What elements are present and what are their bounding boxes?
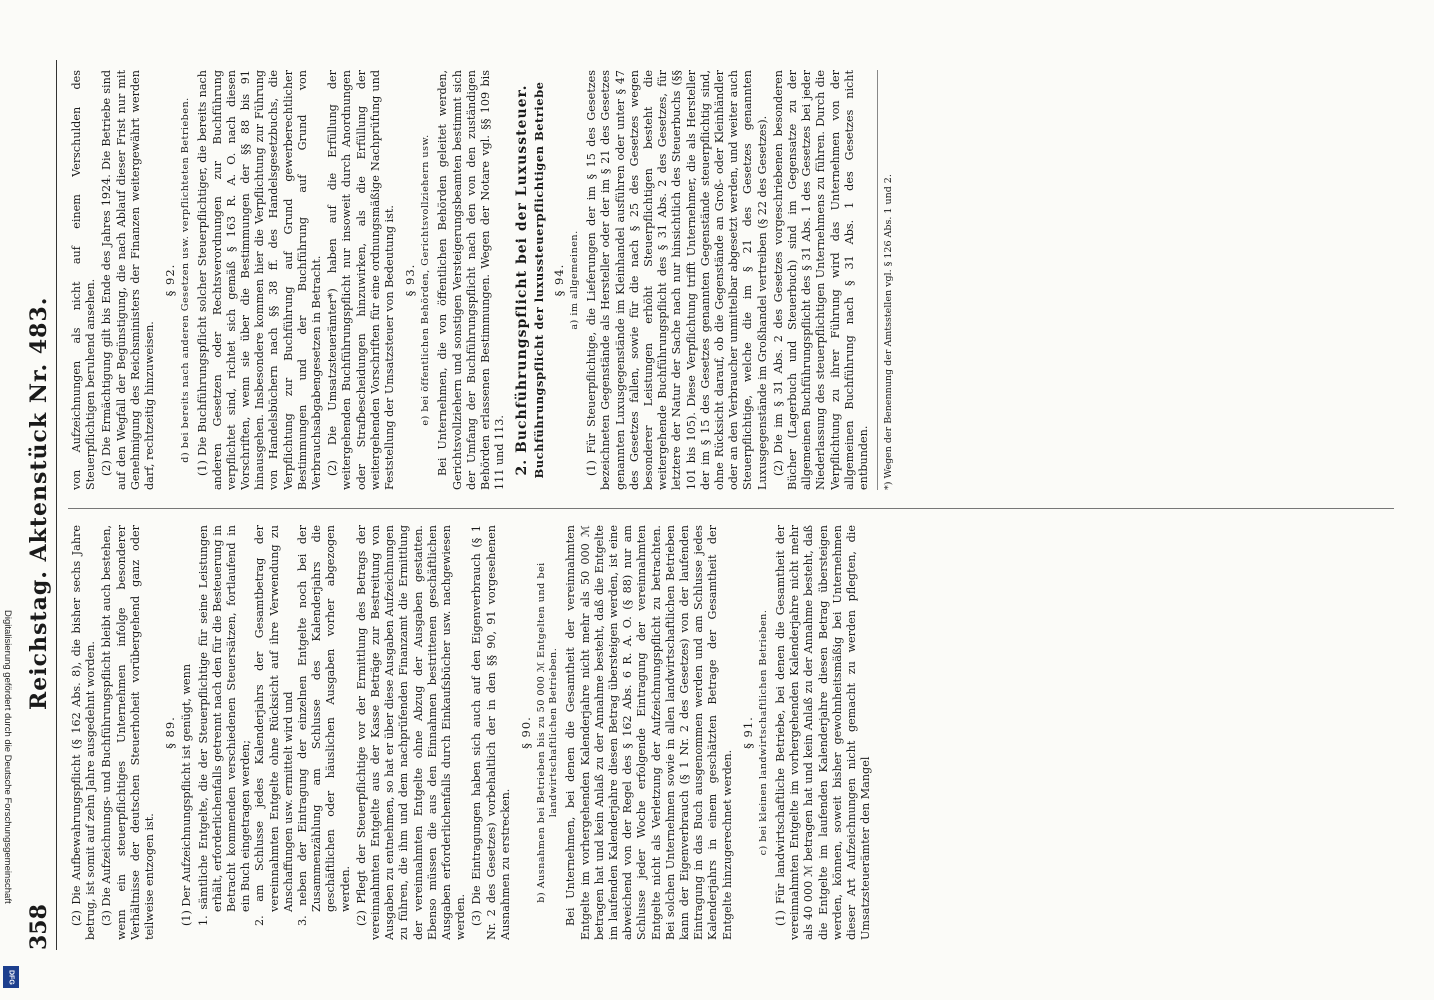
section-subtitle: d) bei bereits nach anderen Gesetzen usw. verpflichteten Betrieben. (180, 97, 192, 463)
section-title: § 89. (163, 716, 178, 749)
numbered-list (197, 525, 353, 926)
digitization-credit-bar (0, 0, 22, 1000)
paragraph: Bei Unternehmen, bei denen die Gesamtheit der vereinnahmten Entgelte im vorhergehenden Kalenderjahre nicht mehr als 50 000 ℳ betragen hat und kein Anlaß zu der Annahme besteht, daß die Entgelte im laufenden Kalenderjahre diesen Betrag übersteigen werden, ist eine abweichend von der Regel des § 162 Abs. 6 R. A. O. (§ 88) nur am Schlusse jeder Woche erfolgende Eintragung der vereinnahmten Entgelte nicht als Verletzung der Aufzeichnungspflicht zu betrachten. Bei solchen Unternehmen sowie in allen landwirtschaftlichen Betrieben kann der Eigenverbrauch (§ 1 Nr. 2 des Gesetzes) von der laufenden Eintragung in das Buch ausgenommen werden und am Schlusse jedes Kalenderjahrs in einem geschätzten Betrage der Gesamtheit der Entgelte hinzugerechnet werden. (564, 525, 734, 940)
section-subtitle: a) im allgemeinen. (569, 230, 581, 330)
page-header (26, 60, 57, 950)
paragraph: (1) Für landwirtschaftliche Betriebe, bei denen die Gesamtheit der vereinnahmten Entgelte im vorhergehenden Kalenderjahre nicht mehr als 40 000 ℳ betragen hat und kein Anlaß zu der Annahme besteht, daß die Entgelte im laufenden Kalenderjahre diesen Betrag übersteigen werden, können, soweit bisher gewohnheitsmäßig bei Unternehmen dieser Art Aufzeichnungen nicht gemacht zu werden pflegten, die Umsatzsteuerämter den Mangel (773, 525, 873, 940)
paragraph: (3) Die Eintragungen haben sich auch auf den Eigenverbrauch (§ 1 Nr. 2 des Gesetzes) vorbehaltlich der in den §§ 90, 91 vorgesehenen Ausnahmen zu erstrecken. (470, 525, 512, 940)
section-title: § 90. (519, 716, 534, 749)
paragraph: (2) Pflegt der Steuerpflichtige vor der Ermittlung des Betrags der vereinnahmten Entgelte aus der Kasse Beträge zur Bestreitung von Ausgaben zu entnehmen, so hat er über diese Ausgaben Aufzeichnungen zu führen, die ihm und dem nachprüfenden Finanzamt die Ermittlung der vereinnahmten Entgelte ohne Abzug der Ausgaben gestatten. Ebenso müssen die aus den Einnahmen bestrittenen geschäftlichen Ausgaben erforderlichenfalls durch Einkaufsbücher usw. nachgewiesen werden. (354, 525, 468, 940)
section-subtitle: b) Ausnahmen bei Betrieben bis zu 50 000 ℳ Entgelten und bei landwirtschaftlichen Betrieben. (536, 562, 560, 903)
chapter-subheading: Buchführungspflicht der luxussteuerpflichtigen Betriebe (531, 81, 546, 479)
paragraph: (2) Die Umsatzsteuerämter*) haben auf die Erfüllung der weitergehenden Buchführungspflicht nur insoweit durch Anordnungen oder Strafbescheidungen hinzuwirken, als die Erfüllung der weitergehenden Vorschriften für eine ordnungsmäßige Nachprüfung und Feststellung der Umsatzsteuer von Bedeutung ist. (326, 70, 397, 490)
running-title: Reichstag. Aktenstück Nr. 483. (26, 296, 52, 710)
section-title: § 91. (740, 716, 755, 749)
list-item: 3. neben der Eintragung der einzelnen Entgelte noch bei der Zusammenzählung am Schlusse des Kalenderjahrs die geschäftlichen oder häuslichen Ausgaben vorher abgezogen werden. (296, 525, 352, 926)
paragraph: Bei Unternehmen, die von öffentlichen Behörden geleitet werden, Gerichtsvollziehern und sonstigen Versteigerungsbeamten bestimmt sich der Umfang der Buchführungspflicht nach den von den zuständigen Behörden erlassenen Bestimmungen. Wegen der Notare vgl. §§ 109 bis 111 und 113. (436, 70, 507, 490)
page-number: 358 (26, 904, 52, 950)
list-item: 1. sämtliche Entgelte, die der Steuerpflichtige für seine Leistungen erhält, erforderlichenfalls getrennt nach den für die Besteuerung in Betracht kommenden verschiedenen Steuersätzen, fortlaufend in ein Buch eingetragen werden; (196, 525, 253, 926)
paragraph: von Aufzeichnungen als nicht auf einem Verschulden des Steuerpflichtigen beruhend ansehen. (70, 70, 98, 490)
section-title: § 93. (403, 263, 418, 297)
paragraph: (3) Die Aufzeichnungs- und Buchführungspflicht bleibt auch bestehen, wenn ein steuerpflichtiges Unternehmen infolge besonderer Verhältnisse der deutschen Steuerhoheit vorübergehend ganz oder teilweise entzogen ist. (100, 525, 157, 940)
section-subtitle: c) bei kleinen landwirtschaftlichen Betrieben. (757, 609, 769, 856)
paragraph: (2) Die Ermächtigung gilt bis Ende des Jahres 1924. Die Betriebe sind auf den Wegfall der Begünstigung, die nach Ablauf dieser Frist nur mit Genehmigung des Reichsministers der Finanzen weitergewährt werden darf, rechtzeitig hinzuweisen. (100, 70, 157, 490)
digitization-credit: Digitalisierung gefördert durch die Deutsche Forschungsgemeinschaft (2, 610, 13, 904)
list-item: 2. am Schlusse jedes Kalenderjahrs der Gesamtbetrag der vereinnahmten Entgelte ohne Rücksicht auf ihre Verwendung zu Anschaffungen usw. ermittelt wird und (253, 525, 295, 926)
paragraph: (2) Die Aufbewahrungspflicht (§ 162 Abs. 8), die bisher sechs Jahre betrug, ist somit auf zehn Jahre ausgedehnt worden. (70, 525, 98, 940)
footnote: *) Wegen der Benennung der Amtsstellen vgl. § 126 Abs. 1 und 2. (877, 70, 896, 490)
right-column (70, 70, 1394, 490)
paragraph: (1) Der Aufzeichnungspflicht ist genügt, wenn (180, 663, 194, 926)
left-column (70, 525, 1394, 940)
section-title: § 92. (163, 263, 178, 297)
section-subtitle: e) bei öffentlichen Behörden, Gerichtsvollziehern usw. (420, 134, 432, 426)
column-divider (68, 508, 1394, 509)
paragraph: (1) Für Steuerpflichtige, die Lieferungen der im § 15 des Gesetzes bezeichneten Gegenstände als Hersteller oder der im § 21 des Gesetzes genannten Luxusgegenstände im Kleinhandel ausführen oder unter § 47 des Gesetzes fallen, sowie für die nach § 25 des Gesetzes wegen besonderer Leistungen erhöht Steuerpflichtigen besteht die weitergehende Buchführungspflicht des § 31 Abs. 2 des Gesetzes, für letztere der Natur der Sache nach nur hinsichtlich des Steuerbuchs (§§ 101 bis 105). Diese Verpflichtung trifft Unternehmer, die als Hersteller der im § 15 des Gesetzes genannten Gegenstände steuerpflichtig sind, ohne Rücksicht darauf, ob die Gegenstände an Groß- oder Kleinhändler oder an den Verbraucher unmittelbar abgesetzt werden, und weiter auch Steuerpflichtige, welche die im § 21 des Gesetzes genannten Luxusgegenstände im Großhandel vertreiben (§ 22 des Gesetzes). (585, 70, 769, 490)
paragraph: (1) Die Buchführungspflicht solcher Steuerpflichtiger, die bereits nach anderen Gesetzen oder Rechtsverordnungen zur Buchführung verpflichtet sind, richtet sich gemäß § 163 R. A. O. nach diesen Vorschriften, wenn sie über die Bestimmungen der §§ 88 bis 91 hinausgehen. Insbesondere kommen hier die Verpflichtung zur Führung von Handelsbüchern nach §§ 38 ff. des Handelsgesetzbuchs, die Verpflichtung zur Buchführung auf Grund gewerberechtlicher Bestimmungen und der Buchführung auf Grund von Verbrauchsabgabengesetzen in Betracht. (196, 70, 324, 490)
section-title: § 94. (551, 263, 566, 297)
paragraph: (2) Die im § 31 Abs. 2 des Gesetzes vorgeschriebenen besonderen Bücher (Lagerbuch und Steuerbuch) sind im Gegensatze zu der allgemeinen Buchführungspflicht des § 31 Abs. 1 des Gesetzes bei jeder Niederlassung des steuerpflichtigen Unternehmens zu führen. Durch die Verpflichtung zu ihrer Führung wird das Unternehmen von der allgemeinen Buchführung nach § 31 Abs. 1 des Gesetzes nicht entbunden. (771, 70, 870, 490)
chapter-heading: 2. Buchführungspflicht bei der Luxussteuer. (514, 84, 531, 476)
dfg-logo-icon: DFG (3, 966, 19, 988)
